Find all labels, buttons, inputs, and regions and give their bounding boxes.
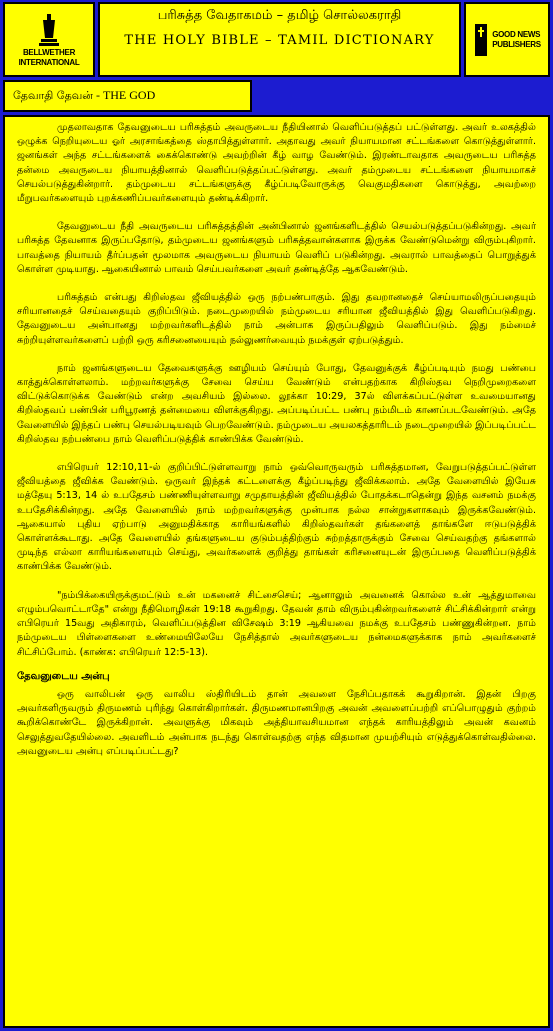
paragraph-5: எபிரெயர் 12:10,11-ல் குறிப்பிட்டுள்ளவாறு நாம் ஒவ்வொருவரும் பரிசுத்தமான, வேறுபடுத்தப்பட்டுள்ள ஜீவியத்தை ஜீவிக்க வேண்டும். ஒருவர் இந்தக் கட்டளைக்கு கீழ்ப்படிந்து ஜீவிக்கலாம். அதே வேளையில் இயேசு மத்தேயு 5:13, 14 ல் உபதேசம் பண்ணியுள்ளவாறு சமுதாயத்தின் ஜீவியத்தில் போதக்கடாதென்று இந்த வசனம் நமக்கு உபதேசிக்கின்றது. அதே வேளையில் நாம் மற்றவர்களுக்கு முன்பாக நல்ல சான்றுகளாகவும் இருக்கவேண்டும். ஆகையால் புதிய ஏற்பாடு அனுமதிக்காத காரியங்களில் கிறிஸ்தவர்கள் தங்களைத் தாங்களே ஈடுபடுத்திக் கொள்ளக்கூடாது. அதே வேளையில் தங்களுடைய குடும்பத்திற்கும் சுற்றத்தாருக்கும் சேவை செய்வதற்கு தங்களால் முடிந்த எல்லா காரியங்களையும் செய்து, அவர்களைக் குறித்து தாங்கள் கரிசனையுடன் இருப்பதை வெளிப்படுத்திக் காண்பிக்க வேண்டும்.: [17, 462, 536, 573]
entry-title-english: THE GOD: [102, 88, 156, 102]
subheading-gods-love: தேவனுடைய அன்பு: [17, 670, 110, 682]
goodnews-logo: [473, 22, 541, 58]
paragraph-7: ஒரு வாலிபன் ஒரு வாலிப ஸ்திரியிடம் தான் அவளை நேசிப்பதாகக் கூறுகிறான். இதன் பிறகு அவர்களிருவரும் திருமணம் புரிந்து கொள்கிறார்கள். திருமணமானபிறகு அவன் அவளைப்பற்றி எப்பொழுதும் குற்றம் கூறிக்கொண்டே இருக்கிறான். அவளுக்கு மிகவும் அத்தியாவசியமான எந்தக் காரியத்திலும் அவன் கவனம் செலுத்துவதேயில்லை. அவளிடம் அன்பாக நடந்து கொள்வதற்கு எந்த விதமான முயற்சியும் எடுத்துக்கொள்வதில்லை. அவனுடைய அன்பு எப்படிப்பட்டது?: [17, 688, 536, 757]
goodnews-logo-box: [464, 2, 550, 77]
entry-title-separator: -: [92, 88, 103, 102]
bellwether-logo: [19, 12, 80, 68]
paragraph-3: பரிசுத்தம் என்பது கிறிஸ்தவ ஜீவியத்தில் ஒரு நற்பண்பாகும். இது தவறானதைச் செய்யாமலிருப்பதையும் சரியானதைச் செய்வதையும் குறிப்பிடும். நடைமுறையில் நம்முடைய சரியான ஜீவியத்தில் இது வெளிப்படுகிறது. தேவனுடைய அன்பானது மற்றவர்களிடத்தில் நாம் அன்பாக இருப்பதிலும் வெளிப்படும். இது நம்மைச் சுற்றியுள்ளவர்களைப் பற்றி ஒரு கரிசனையையும் நல்லுணர்வையும் நமக்குள் ஏற்படுத்தும்.: [17, 292, 536, 346]
title-tamil: பரிசுத்த வேதாகமம் – தமிழ் சொல்லகராதி: [157, 8, 402, 23]
book-icon: [473, 22, 489, 58]
paragraph-4: நாம் ஜனங்களுடைய தேவைகளுக்கு ஊழியம் செய்யும் போது, தேவனுக்குக் கீழ்ப்படியும் நமது பண்பை காத்துக்கொள்ளலாம். மற்றவர்களுக்கு சேவை செய்ய வேண்டும் என்பதற்காக கிறிஸ்தவ நெறிமுறைகளை விட்டுக்கொடுக்க வேண்டும் என்ற அவசியம் இல்லை. லூக்கா 10:29, 37ல் விளக்கப்பட்டுள்ள உவமையானது கிறிஸ்தவப் பண்பின் பரிபூரணத் தன்மையை விளக்குகிறது. அப்படிப்பட்ட பண்பு நம்மிடம் காணப்படவேண்டும். அதே வேளையில் இந்தப் பண்பு செயல்படியவும் பெறவேண்டும். நம்முடைய அயலகத்தாரிடம் நடைமுறையில் இப்படிப்பட்ட கிறிஸ்தவ நற்பண்பை நாம் வெளிப்படுத்திக் காண்பிக்க வேண்டும்.: [17, 362, 536, 445]
bellwether-logo-box: [3, 2, 95, 77]
content-panel: [3, 115, 550, 1028]
goodnews-logo-line1: GOOD NEWS: [492, 29, 541, 39]
entry-title-box: [3, 80, 252, 112]
paragraph-2: தேவனுடைய நீதி அவருடைய பரிசுத்தத்தின் அன்பினால் ஜனங்களிடத்தில் செயல்படுத்தப்படுகின்றது. அவர் பரிசுத்த தேவனாக இருப்பதோடு, தம்முடைய ஜனங்களும் பரிசுத்தவான்களாக இருக்க வேண்டுமென்று விரும்புகிறார். பாவத்தை நியாயம் தீர்ப்பதன் மூலமாக அவருடைய நியாயம் வெளிப் படுகின்றது. அவரால் பாவத்தைப் பொறுத்துக் கொள்ள முடியாது. ஆகையினால் பாவம் செய்பவர்களை அவர் தண்டித்தே ஆகவேண்டும்.: [17, 221, 536, 275]
paragraph-1: முதலாவதாக தேவனுடைய பரிசுத்தம் அவருடைய நீதியினால் வெளிப்படுத்தப் பட்டுள்ளது. அவர் உலகத்தில் ஒழுக்க நெறியுடைய ஓர் அரசாங்கத்தை ஸ்தாபித்துள்ளார். அதாவது அவர் நியாயமான சட்டங்களை கொடுத்துள்ளார். ஜனங்கள் அந்த சட்டங்களைக் கைக்கொண்டு அவற்றின் கீழ் வாழ வேண்டும். இரண்டாவதாக அவருடைய பரிசுத்த தன்மை அவருடைய நியாயத்தினால் வெளிப்படுத்தப்பட்டுள்ளது. அவர் தம்முடைய சட்டங்களை நியாயமாகச் செயல்படுத்துகின்றார். தம்முடைய சட்டங்களுக்கு கீழ்ப்படிவோருக்கு வெகுமதிகளை கொடுத்து, அவற்றை மீறுபவர்களையும் புறக்கணிப்பவர்களையும் தண்டிக்கிறார்.: [17, 122, 536, 205]
bellwether-logo-line1: BELLWETHER: [22, 47, 76, 57]
title-english: THE HOLY BIBLE – TAMIL DICTIONARY: [124, 33, 435, 48]
paragraph-6: "நம்பிக்கையிருக்குமட்டும் உன் மகனைச் சிட்சைசெய்; ஆனாலும் அவனைக் கொல்ல உன் ஆத்துமாவை எழும்பவொட்டாதே" என்று நீதிமொழிகள் 19:18 கூறுகிறது. தேவன் தாம் விரும்புகின்றவர்களைச் சிட்சிக்கின்றார் என்று எபிரெயர் 15வது அதிகாரம், வெளிப்படுத்தின விசேஷம் 3:19 ஆகியவை நமக்கு உபதேசம் பண்ணுகின்றன. நாம் நம்முடைய பிள்ளைகளை உண்மையிலேயே நேசித்தால் அவர்களுடைய நன்மைகளுக்காக நாம் அவர்களைச் சிட்சிப்போம். (காண்க: எபிரெயர் 12:5-13).: [17, 589, 536, 658]
bellwether-logo-line2: INTERNATIONAL: [18, 57, 80, 67]
entry-title-tamil: தேவாதி தேவன்: [13, 89, 93, 102]
lamp-icon: [38, 12, 60, 48]
goodnews-logo-line2: PUBLISHERS: [492, 39, 541, 49]
header-title-box: [98, 2, 461, 77]
